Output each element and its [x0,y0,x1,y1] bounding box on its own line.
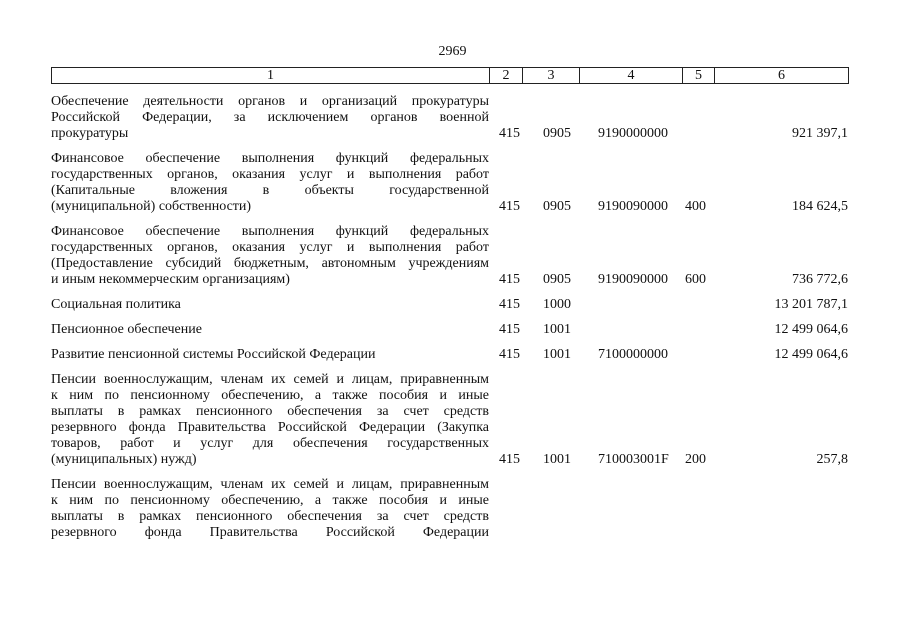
description-line: и иным некоммерческим организациям) [51,272,290,287]
header-col-1: 1 [52,68,490,84]
row-description [51,224,489,288]
table-row [51,151,848,215]
description-line: выплаты в рамках пенсионного обеспечения за счет средств [51,404,489,419]
description-line: Пенсии военнослужащим, членам их семей и лицам, приравненным [51,372,489,387]
section-code: 1001 [543,347,571,362]
row-description [51,322,489,338]
description-line: Российской Федерации, за исключением органов военной [51,110,489,125]
description-line: Социальная политика [51,297,181,312]
description-line: резервного фонда Правительства Российской Федерации [51,525,489,540]
row-description [51,477,489,541]
table-row [51,322,848,338]
amount-value: 13 201 787,1 [774,297,848,312]
page-number: 2969 [438,44,467,59]
target-item-code: 7100000000 [598,347,668,362]
description-line: Пенсии военнослужащим, членам их семей и лицам, приравненным [51,477,489,492]
description-line: (муниципальных) нужд) [51,452,197,467]
column-header-row [51,67,849,84]
ministry-code: 415 [499,322,520,337]
table-row [51,94,848,142]
ministry-code: 415 [499,126,520,141]
table-row [51,372,848,468]
target-item-code: 710003001F [598,452,669,467]
amount-value: 184 624,5 [792,199,848,214]
description-line: Пенсионное обеспечение [51,322,202,337]
header-col-4: 4 [580,68,683,84]
section-code: 0905 [543,126,571,141]
ministry-code: 415 [499,452,520,467]
table-row [51,224,848,288]
target-item-code: 9190090000 [598,199,668,214]
header-col-5: 5 [683,68,715,84]
table-row [51,347,848,363]
description-line: Финансовое обеспечение выполнения функций федеральных [51,224,489,239]
section-code: 1001 [543,452,571,467]
amount-value: 736 772,6 [792,272,848,287]
budget-table-body [51,94,848,550]
section-code: 1000 [543,297,571,312]
header-col-3: 3 [523,68,580,84]
ministry-code: 415 [499,297,520,312]
ministry-code: 415 [499,272,520,287]
description-line: к ним по пенсионному обеспечению, а также пособия и иные [51,388,489,403]
target-item-code: 9190090000 [598,272,668,287]
description-line: Развитие пенсионной системы Российской Федерации [51,347,376,362]
description-line: (Предоставление субсидий бюджетным, автономным учреждениям [51,256,489,271]
expense-type-code: 600 [685,272,706,287]
table-row [51,297,848,313]
description-line: государственных органов, оказания услуг и выполнения работ [51,167,489,182]
amount-value: 12 499 064,6 [774,322,848,337]
section-code: 0905 [543,199,571,214]
description-line: резервного фонда Правительства Российской Федерации (Закупка [51,420,489,435]
row-description [51,94,489,142]
row-description [51,297,489,313]
description-line: государственных органов, оказания услуг и выполнения работ [51,240,489,255]
row-description [51,151,489,215]
row-description [51,372,489,468]
ministry-code: 415 [499,199,520,214]
expense-type-code: 400 [685,199,706,214]
amount-value: 257,8 [816,452,848,467]
description-line: к ним по пенсионному обеспечению, а также пособия и иные [51,493,489,508]
row-description [51,347,489,363]
ministry-code: 415 [499,347,520,362]
section-code: 0905 [543,272,571,287]
target-item-code: 9190000000 [598,126,668,141]
description-line: (Капитальные вложения в объекты государственной [51,183,489,198]
description-line: (муниципальной) собственности) [51,199,252,214]
section-code: 1001 [543,322,571,337]
description-line: товаров, работ и услуг для обеспечения государственных [51,436,489,451]
expense-type-code: 200 [685,452,706,467]
description-line: выплаты в рамках пенсионного обеспечения за счет средств [51,509,489,524]
header-col-2: 2 [490,68,523,84]
header-col-6: 6 [715,68,849,84]
table-row [51,477,848,541]
description-line: Финансовое обеспечение выполнения функций федеральных [51,151,489,166]
amount-value: 12 499 064,6 [774,347,848,362]
description-line: Обеспечение деятельности органов и организаций прокуратуры [51,94,489,109]
amount-value: 921 397,1 [792,126,848,141]
description-line: прокуратуры [51,126,129,141]
